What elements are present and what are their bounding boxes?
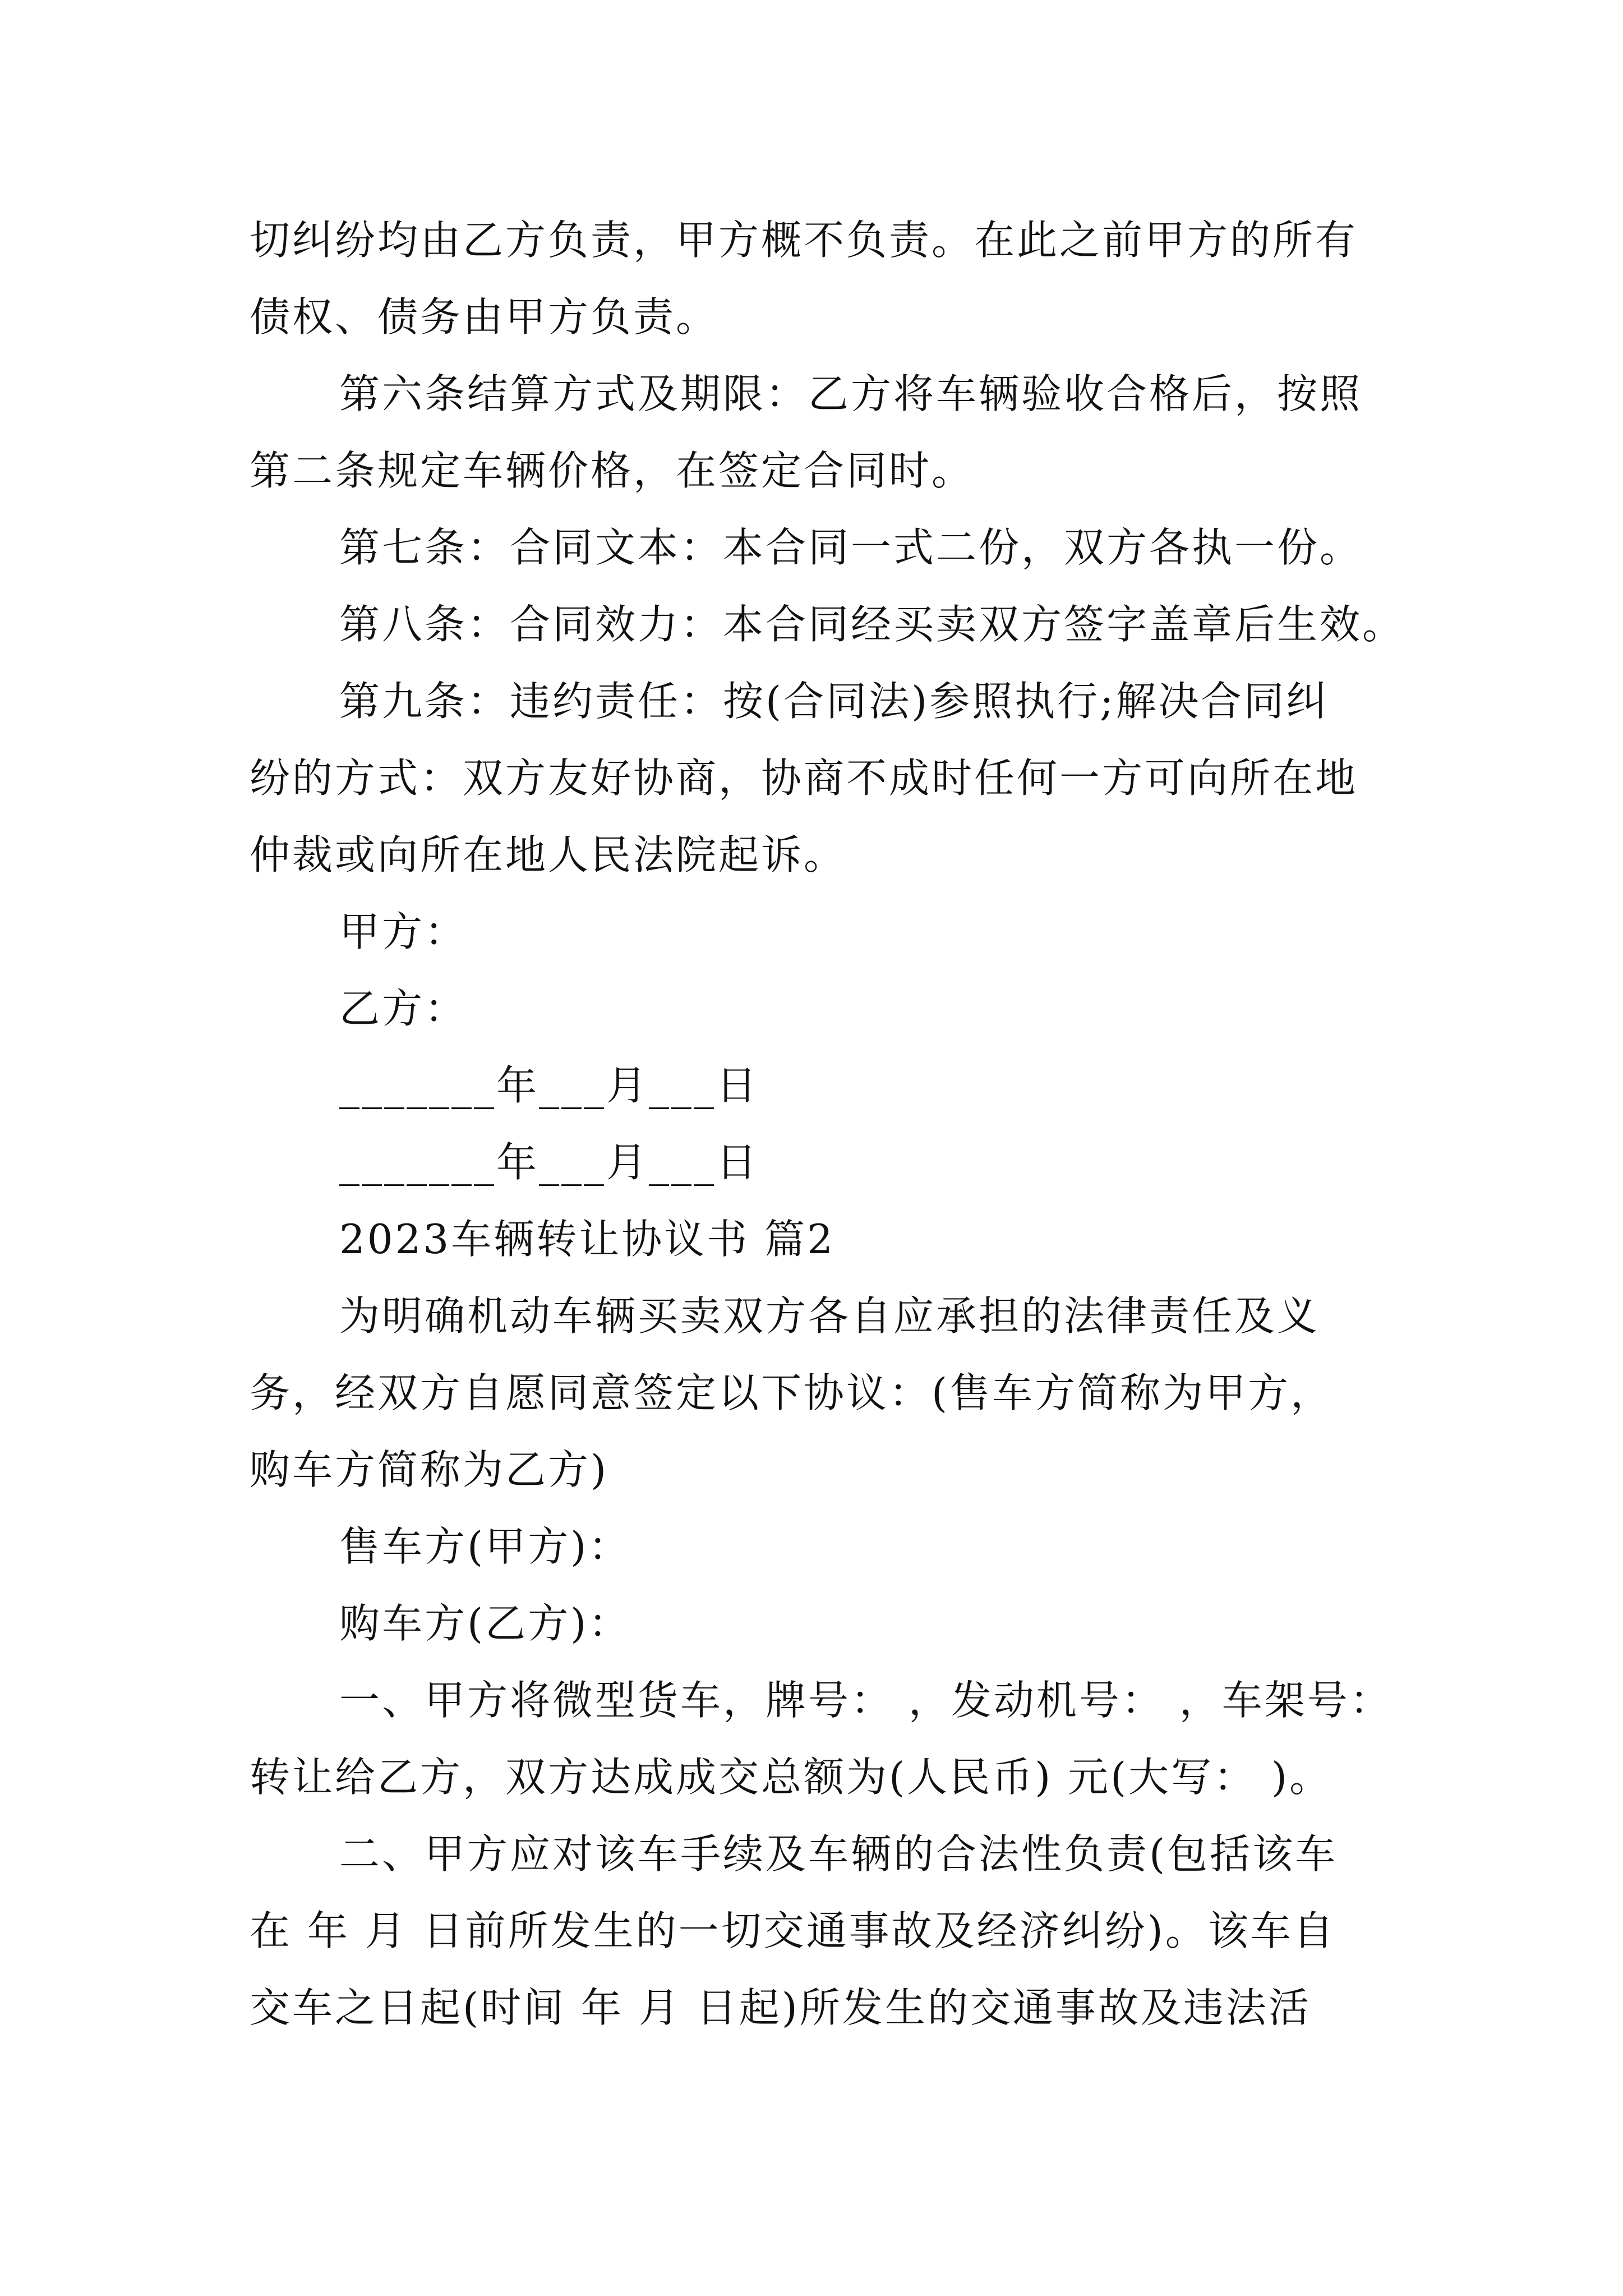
paragraph-line: 在 年 月 日前所发生的一切交通事故及经济纠纷)。该车自 xyxy=(250,1907,1336,1954)
paragraph-line: 购车方简称为乙方) xyxy=(250,1446,609,1493)
date-line: _______年___月___日 xyxy=(339,1139,759,1186)
date-line: _______年___月___日 xyxy=(339,1062,759,1109)
clause-1-line: 一、甲方将微型货车，牌号： ，发动机号： ，车架号： xyxy=(339,1677,1393,1724)
article-9-line: 第九条：违约责任：按(合同法)参照执行;解决合同纠 xyxy=(339,678,1329,725)
paragraph-line: 务，经双方自愿同意签定以下协议：(售车方简称为甲方， xyxy=(250,1369,1334,1416)
article-7-line: 第七条：合同文本：本合同一式二份，双方各执一份。 xyxy=(339,524,1363,571)
paragraph-line: 第二条规定车辆价格，在签定合同时。 xyxy=(250,447,975,494)
document-page xyxy=(250,202,1405,2046)
paragraph-line: 转让给乙方，双方达成成交总额为(人民币) 元(大写： )。 xyxy=(250,1754,1332,1801)
seller-label: 售车方(甲方)： xyxy=(339,1523,631,1570)
paragraph-line: 交车之日起(时间 年 月 日起)所发生的交通事故及违法活 xyxy=(250,1984,1311,2031)
buyer-label: 购车方(乙方)： xyxy=(339,1600,631,1647)
party-a-signature-label: 甲方： xyxy=(339,908,468,955)
article-8-line: 第八条：合同效力：本合同经买卖双方签字盖章后生效。 xyxy=(339,601,1405,648)
paragraph-line: 纷的方式：双方友好协商，协商不成时任何一方可向所在地 xyxy=(250,754,1358,802)
article-6-line: 第六条结算方式及期限：乙方将车辆验收合格后，按照 xyxy=(339,370,1363,417)
paragraph-line: 债权、债务由甲方负责。 xyxy=(250,293,719,341)
paragraph-line: 切纠纷均由乙方负责，甲方概不负责。在此之前甲方的所有 xyxy=(250,217,1358,264)
party-b-signature-label: 乙方： xyxy=(339,985,468,1032)
section-title: 2023车辆转让协议书 篇2 xyxy=(339,1216,835,1263)
clause-2-line: 二、甲方应对该车手续及车辆的合法性负责(包括该车 xyxy=(339,1830,1338,1878)
paragraph-line: 仲裁或向所在地人民法院起诉。 xyxy=(250,831,847,878)
paragraph-line: 为明确机动车辆买卖双方各自应承担的法律责任及义 xyxy=(339,1292,1320,1340)
